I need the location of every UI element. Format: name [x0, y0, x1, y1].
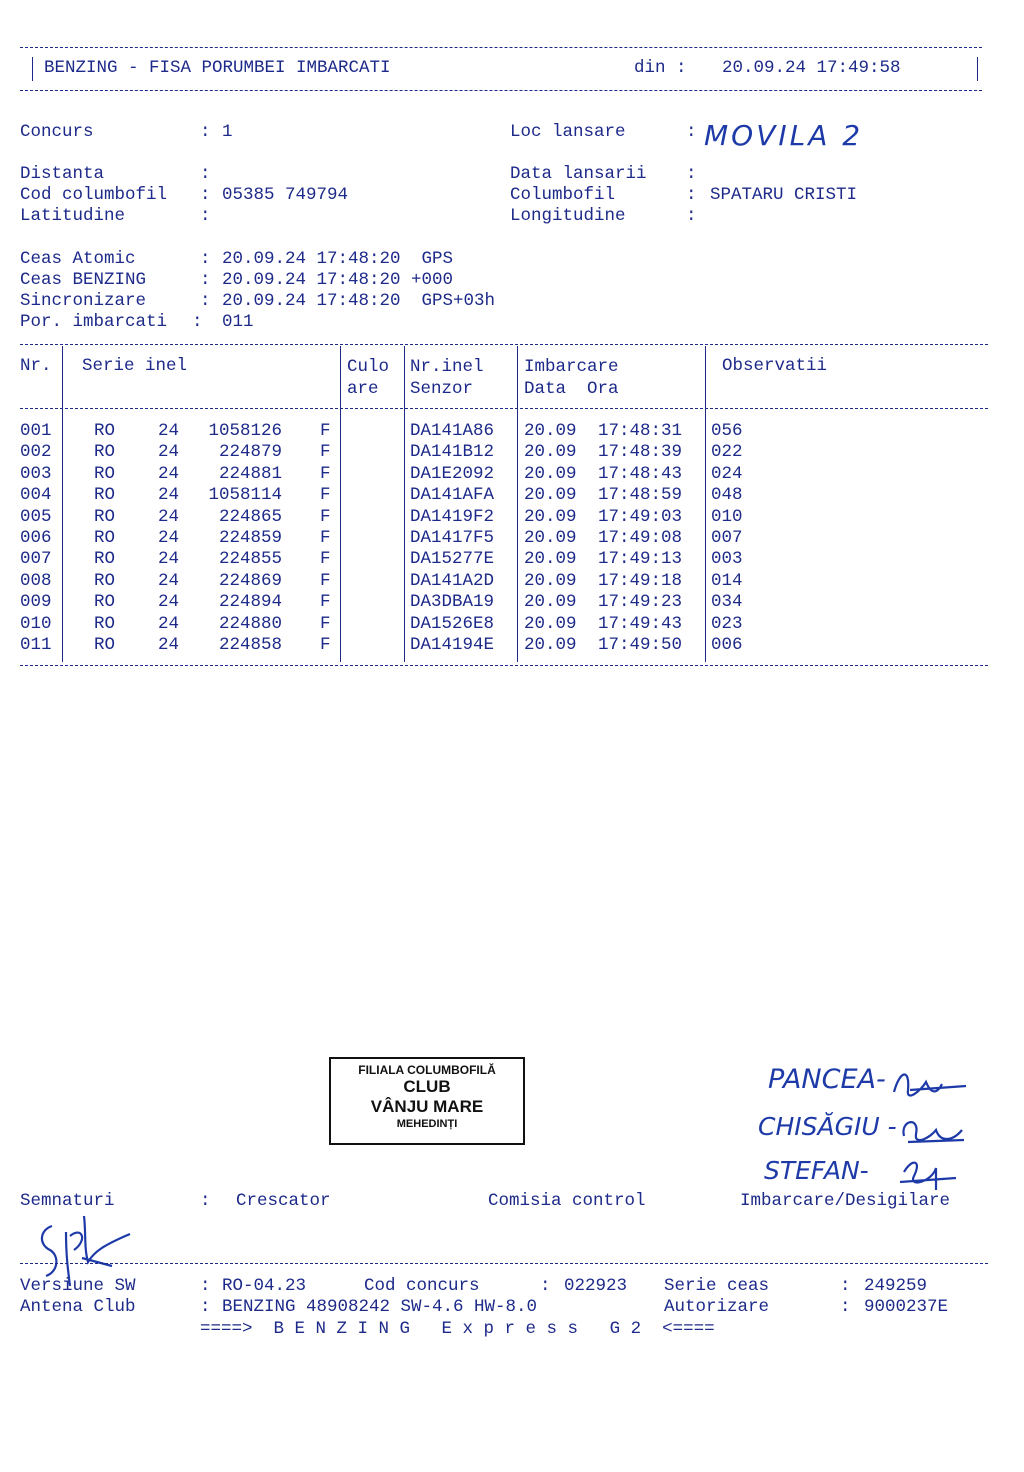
- cell-data: 20.09: [524, 635, 577, 655]
- header-culoare-1: Culo: [347, 357, 390, 377]
- ceas-atomic-colon: :: [200, 249, 211, 269]
- header-right-border: [977, 57, 978, 81]
- cell-ora: 17:48:31: [598, 421, 683, 441]
- cell-an: 24: [158, 635, 180, 655]
- report-title: BENZING - FISA PORUMBEI IMBARCATI: [44, 58, 391, 78]
- cell-senzor: DA1419F2: [410, 506, 495, 527]
- latitudine-label: Latitudine: [20, 206, 126, 226]
- cell-data: 20.09: [524, 528, 577, 548]
- cell-ora: 17:49:13: [598, 549, 683, 570]
- cell-inel: 224880: [218, 613, 282, 634]
- ceas-atomic-value: 20.09.24 17:48:20 GPS: [222, 249, 454, 269]
- footer-divider: [20, 1263, 988, 1264]
- cod-columbofil-value: 05385 749794: [222, 185, 349, 205]
- cell-data: 20.09: [524, 592, 577, 613]
- cell-inel: 1058114: [208, 485, 282, 506]
- antena-label: Antena Club: [20, 1297, 136, 1317]
- table-row: [0, 592, 1024, 613]
- header-data-ora: Data Ora: [524, 379, 619, 399]
- table-row: [0, 614, 1024, 635]
- signature-scribble-3: [896, 1154, 960, 1196]
- stamp-line-4: MEHEDINȚI: [396, 1118, 458, 1130]
- cell-ora: 17:49:03: [598, 506, 683, 527]
- serie-ceas-colon: :: [840, 1276, 851, 1296]
- table-row: [0, 549, 1024, 570]
- cell-an: 24: [158, 463, 180, 484]
- cell-tara: RO: [94, 463, 116, 484]
- table-row: [0, 485, 1024, 506]
- cell-sex: F: [320, 528, 331, 548]
- header-left-border: [32, 57, 33, 81]
- cell-an: 24: [158, 421, 180, 441]
- cell-nr: 011: [20, 635, 52, 655]
- table-bottom-border: [20, 665, 988, 666]
- cell-data: 20.09: [524, 506, 577, 527]
- antena-colon: :: [200, 1297, 211, 1317]
- cell-senzor: DA141A2D: [410, 570, 495, 591]
- cell-inel: 224859: [218, 528, 282, 548]
- cell-senzor: DA1526E8: [410, 613, 495, 634]
- handwritten-name-1: PANCEA-: [768, 1064, 886, 1095]
- cell-data: 20.09: [524, 463, 577, 484]
- cell-senzor: DA1E2092: [410, 463, 495, 484]
- cell-an: 24: [158, 570, 180, 591]
- table-row: [0, 635, 1024, 656]
- comisia-label: Comisia control: [488, 1191, 646, 1211]
- ceas-benzing-colon: :: [200, 270, 211, 290]
- stamp-line-2: CLUB: [403, 1077, 451, 1096]
- cell-senzor: DA3DBA19: [410, 592, 495, 613]
- cell-an: 24: [158, 549, 180, 570]
- columbofil-colon: :: [686, 185, 697, 205]
- cell-ora: 17:48:59: [598, 485, 683, 506]
- table-row: [0, 528, 1024, 549]
- header-observatii: Observatii: [722, 356, 828, 376]
- autorizare-value: 9000237E: [864, 1297, 949, 1317]
- stamp-line-3: VÂNJU MARE: [370, 1097, 484, 1116]
- por-imbarcati-colon: :: [192, 312, 203, 332]
- sincronizare-value: 20.09.24 17:48:20 GPS+03h: [222, 291, 496, 311]
- cell-nr: 009: [20, 592, 52, 613]
- columbofil-value: SPATARU CRISTI: [710, 185, 858, 205]
- cod-columbofil-label: Cod columbofil: [20, 185, 168, 205]
- versiune-label: Versiune SW: [20, 1276, 136, 1296]
- header-culoare-2: are: [347, 379, 379, 399]
- cell-nr: 002: [20, 442, 52, 463]
- cell-ora: 17:49:08: [598, 528, 683, 548]
- autorizare-label: Autorizare: [664, 1297, 770, 1317]
- cell-an: 24: [158, 613, 180, 634]
- distanta-label: Distanta: [20, 164, 105, 184]
- longitudine-label: Longitudine: [510, 206, 626, 226]
- por-imbarcati-label: Por. imbarcati: [20, 312, 168, 332]
- cell-obs: 034: [711, 592, 743, 613]
- cell-tara: RO: [94, 421, 116, 441]
- cell-ora: 17:49:23: [598, 592, 683, 613]
- cell-data: 20.09: [524, 570, 577, 591]
- cell-nr: 004: [20, 485, 52, 506]
- cell-sex: F: [320, 549, 331, 570]
- cell-data: 20.09: [524, 549, 577, 570]
- cell-nr: 005: [20, 506, 52, 527]
- cell-data: 20.09: [524, 613, 577, 634]
- header-nr: Nr.: [20, 356, 52, 376]
- crescator-label: Crescator: [236, 1191, 331, 1211]
- concurs-value: 1: [222, 122, 233, 142]
- cell-senzor: DA141A86: [410, 421, 495, 441]
- cell-nr: 001: [20, 421, 52, 441]
- semnaturi-label: Semnaturi: [20, 1191, 115, 1211]
- cell-an: 24: [158, 528, 180, 548]
- cell-sex: F: [320, 592, 331, 613]
- cod-concurs-value: 022923: [564, 1276, 628, 1296]
- cell-data: 20.09: [524, 421, 577, 441]
- cell-nr: 010: [20, 613, 52, 634]
- brand-line: ====> B E N Z I N G E x p r e s s G 2 <====: [200, 1319, 715, 1339]
- columbofil-label: Columbofil: [510, 185, 616, 205]
- distanta-colon: :: [200, 164, 211, 184]
- cell-ora: 17:48:39: [598, 442, 683, 463]
- cell-an: 24: [158, 506, 180, 527]
- cell-inel: 224879: [218, 442, 282, 463]
- signature-scribble-2: [898, 1112, 968, 1156]
- cell-nr: 006: [20, 528, 52, 548]
- cell-sex: F: [320, 463, 331, 484]
- cell-senzor: DA14194E: [410, 635, 495, 655]
- cell-senzor: DA141B12: [410, 442, 495, 463]
- club-stamp: [329, 1057, 525, 1145]
- antena-value: BENZING 48908242 SW-4.6 HW-8.0: [222, 1297, 538, 1317]
- header-senzor: Senzor: [410, 379, 474, 399]
- handwritten-name-3: STEFAN-: [764, 1156, 869, 1185]
- cell-senzor: DA15277E: [410, 549, 495, 570]
- cell-an: 24: [158, 442, 180, 463]
- cod-concurs-label: Cod concurs: [364, 1276, 480, 1296]
- cell-obs: 022: [711, 442, 743, 463]
- cell-tara: RO: [94, 635, 116, 655]
- cell-obs: 023: [711, 613, 743, 634]
- cell-sex: F: [320, 485, 331, 506]
- cell-inel: 224858: [218, 635, 282, 655]
- longitudine-colon: :: [686, 206, 697, 226]
- table-row: [0, 507, 1024, 528]
- cell-inel: 224881: [218, 463, 282, 484]
- cell-tara: RO: [94, 570, 116, 591]
- signature-scribble-1: [890, 1062, 970, 1112]
- table-row: [0, 421, 1024, 442]
- cell-nr: 007: [20, 549, 52, 570]
- cell-nr: 008: [20, 570, 52, 591]
- cell-sex: F: [320, 421, 331, 441]
- cell-tara: RO: [94, 549, 116, 570]
- cell-tara: RO: [94, 592, 116, 613]
- table-row: [0, 571, 1024, 592]
- cell-data: 20.09: [524, 442, 577, 463]
- cell-data: 20.09: [524, 485, 577, 506]
- cell-sex: F: [320, 613, 331, 634]
- imbarcare-desigilare-label: Imbarcare/Desigilare: [740, 1191, 951, 1211]
- cell-ora: 17:49:50: [598, 635, 683, 655]
- concurs-label: Concurs: [20, 122, 94, 142]
- handwritten-name-2: CHISĂGIU -: [758, 1112, 897, 1141]
- concurs-colon: :: [200, 122, 211, 142]
- cell-an: 24: [158, 485, 180, 506]
- latitudine-colon: :: [200, 206, 211, 226]
- table-header-border: [20, 408, 988, 409]
- ceas-atomic-label: Ceas Atomic: [20, 249, 136, 269]
- ceas-benzing-label: Ceas BENZING: [20, 270, 147, 290]
- cell-obs: 010: [711, 506, 743, 527]
- cell-ora: 17:49:43: [598, 613, 683, 634]
- cell-ora: 17:49:18: [598, 570, 683, 591]
- cell-senzor: DA1417F5: [410, 528, 495, 548]
- cell-tara: RO: [94, 613, 116, 634]
- sincronizare-colon: :: [200, 291, 211, 311]
- table-row: [0, 442, 1024, 463]
- report-date-value: 20.09.24 17:49:58: [722, 58, 901, 78]
- cell-sex: F: [320, 635, 331, 655]
- header-imbarcare: Imbarcare: [524, 357, 619, 377]
- header-bottom-border: [20, 90, 982, 91]
- loc-lansare-value: MOVILA 2: [704, 119, 864, 152]
- cell-obs: 056: [711, 421, 743, 441]
- stamp-line-1: FILIALA COLUMBOFILĂ: [358, 1063, 496, 1077]
- cell-inel: 1058126: [208, 421, 282, 441]
- cell-obs: 024: [711, 463, 743, 484]
- cell-tara: RO: [94, 506, 116, 527]
- cell-senzor: DA141AFA: [410, 485, 495, 506]
- header-nr-inel: Nr.inel: [410, 357, 484, 377]
- ceas-benzing-value: 20.09.24 17:48:20 +000: [222, 270, 454, 290]
- report-date-label: din :: [634, 58, 687, 78]
- cell-obs: 007: [711, 528, 743, 548]
- por-imbarcati-value: 011: [222, 312, 254, 332]
- table-top-border: [20, 344, 988, 345]
- semnaturi-colon: :: [200, 1191, 211, 1211]
- serie-ceas-value: 249259: [864, 1276, 928, 1296]
- serie-ceas-label: Serie ceas: [664, 1276, 770, 1296]
- cell-obs: 014: [711, 570, 743, 591]
- cell-tara: RO: [94, 442, 116, 463]
- cell-inel: 224894: [218, 592, 282, 613]
- cell-inel: 224869: [218, 570, 282, 591]
- cell-obs: 003: [711, 549, 743, 570]
- cell-obs: 048: [711, 485, 743, 506]
- versiune-value: RO-04.23: [222, 1276, 307, 1296]
- cod-concurs-colon: :: [540, 1276, 551, 1296]
- header-serie-inel: Serie inel: [82, 356, 188, 376]
- cell-an: 24: [158, 592, 180, 613]
- data-lansarii-colon: :: [686, 164, 697, 184]
- cell-obs: 006: [711, 635, 743, 655]
- cell-inel: 224865: [218, 506, 282, 527]
- cell-sex: F: [320, 442, 331, 463]
- table-row: [0, 464, 1024, 485]
- cell-tara: RO: [94, 485, 116, 506]
- loc-lansare-label: Loc lansare: [510, 122, 626, 142]
- autorizare-colon: :: [840, 1297, 851, 1317]
- cell-tara: RO: [94, 528, 116, 548]
- versiune-colon: :: [200, 1276, 211, 1296]
- cell-inel: 224855: [218, 549, 282, 570]
- data-lansarii-label: Data lansarii: [510, 164, 647, 184]
- cod-columbofil-colon: :: [200, 185, 211, 205]
- header-top-border: [20, 47, 982, 48]
- cell-ora: 17:48:43: [598, 463, 683, 484]
- cell-sex: F: [320, 570, 331, 591]
- loc-lansare-colon: :: [686, 122, 697, 142]
- cell-nr: 003: [20, 463, 52, 484]
- sincronizare-label: Sincronizare: [20, 291, 147, 311]
- cell-sex: F: [320, 506, 331, 527]
